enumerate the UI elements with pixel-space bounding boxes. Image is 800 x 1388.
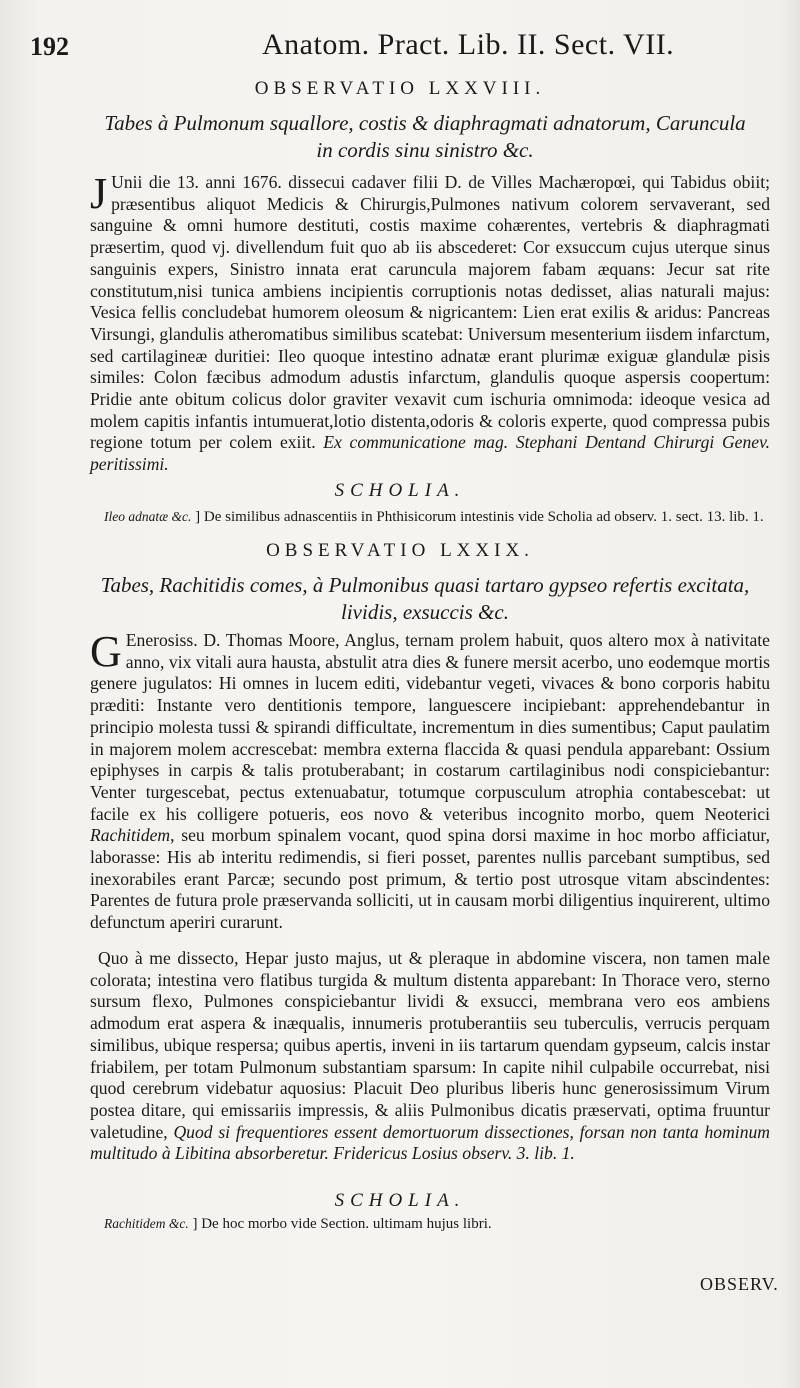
catchword: OBSERV. [700,1274,779,1294]
observation-78-body [90,169,770,476]
scholia-heading: SCHOLIA. [334,480,466,501]
scholia-lemma: Rachitidem &c. [104,1216,189,1231]
running-head: Anatom. Pract. Lib. II. Sect. VII. [262,28,675,61]
drop-cap: J [90,169,108,218]
page-header [30,26,750,66]
observation-78-subtitle: Tabes à Pulmonum squallore, costis & diaphragmati adnatorum, Caruncula in cordis sinu sinistro &c. [104,111,746,162]
drop-cap: G [90,627,122,676]
observation-79-text-3: Quo à me dissecto, Hepar justo majus, ut & pleraque in abdomine viscera, non tamen male colorata; intestina vero flatibus turgida & multum distenta apparebant: In Thorace vero, sterno sursum flexo, Pulmones conspiciebantur lividi & exsucci, membrana vero eos ambiens admodum erat aspera & inæqualis, innumeris protuberantiis seu tuberculis, verrucis perquam similibus, ubique respersa; quibus apertis, inveni in iis tartarum quendam gypseum, calcis instar friabilem, per totam Pulmonum substantiam sparsum: In capite nihil culpabile occurrebat, nisi quod cerebrum videbatur aquosius: Placuit Deo pluribus liberis hunc generosissimum Virum postea ditare, qui emissariis impressis, & aliis Pulmonibus dicatis præservati, optima fruuntur valetudine, [90,948,770,1142]
observation-78-title: OBSERVATIO LXXVIII. [254,78,546,99]
observation-79-subtitle: Tabes, Rachitidis comes, à Pulmonibus quasi tartaro gypseo refertis excitata, lividis, exsuccis &c. [100,573,750,624]
scholia-note [104,507,774,527]
scholia-note [104,1214,774,1234]
page-number: 192 [30,32,69,61]
observation-79-title: OBSERVATIO LXXIX. [266,540,534,561]
observation-79-body-2 [90,948,770,1165]
observation-78-source: Ex communicatione mag. Stephani Dentand Chirurgi Genev. peritissimi. [90,432,770,475]
observation-79-text-2: , seu morbum spinalem vocant, quod spina dorsi maxime in hoc morbo afficiatur, laborasse: His ab interitu redimendis, si fieri posset, parentes nullis parcebant sumptibus, sed inexorabiles erant Parcæ; secundo post primum, & tertio post utrosque vitam abscindentes: Parentes de futura prole præservanda solliciti, ut in causam morbi diligentius inquirerent, ultimo defunctum aperiri curarunt. [90,825,770,933]
observation-78-text: Unii die 13. anni 1676. dissecui cadaver filii D. de Villes Machæropœi, qui Tabidus obiit; præsentibus aliquot Medicis & Chirurgis,Pulmones nativum colorem servaverant, sed sanguine & omni humore destituti, costis maxime cohærentes, vertebris & diaphragmati præsertim, quod vj. divellendum fuit quo ab iis abscederet: Cor exsuccum cujus uterque sinus sanguinis expers, Sinistro innata erat caruncula majorem fabam æquans: Jecur sat rite constitutum,nisi tunica ambiens incipientis corruptionis notas dedisset, alias naturali majus: Vesica fellis concludebat humorem oleosum & nigricantem: Lien erat exilis & aridus: Pancreas Virsungi, glandulis atheromatibus similibus scatebat: Universum mesenterium iisdem infarctum, sed cartilagineæ duritiei: Ileo quoque intestino adnatæ erant plurimæ exiguæ glandulæ pisis similes: Colon fæcibus admodum adustis infarctum, glandulis quoque aspersis coopertum: Pridie ante obitum colicus dolor graviter vexavit cum ischuria omnimoda: ideoque vesica ad molem capitis infantis intumuerat,lotio distenta,odoris & coloris experte, quod compressa pubis regione totum per colem exiit. [90,172,770,453]
scholia-note-text: ] De similibus adnascentiis in Phthisicorum intestinis vide Scholia ad observ. 1. sect. 13. lib. 1. [195,509,764,525]
observation-79-rachitidem: Rachitidem [90,825,171,846]
scholia-note-text: ] De hoc morbo vide Section. ultimam hujus libri. [192,1216,492,1232]
observation-79-body [90,627,770,934]
observation-79-text-1: Enerosiss. D. Thomas Moore, Anglus, ternam prolem habuit, quos altero mox à nativitate anno, vix vitali aura hausta, abstulit atra dies & funere mersit acerbo, uno eodemque mortis genere jugulatos: Hi omnes in lucem editi, videbantur vegeti, vivaces & bono corporis habitu præditi: Instante vero dentitionis tempore, languescere incipiebant: apprehendebantur in principio molesta tussi & spirandi difficultate, incrementum in dies sumentibus; Caput paulatim in majorem molem accrescebat: membra externa flaccida & quasi pendula apparebant: Ossium epiphyses in carpis & talis protuberabant; in costarum cartilaginibus nodi conspiciebantur: Venter turgescebat, pectus extenuabatur, totumque corpusculum atrophia contabescebat: ut facile ex his colligere potueris, eos novo & veteribus incognito morbo, quem Neoterici [90,630,770,824]
observation-79-conclusion: Quod si frequentiores essent demortuorum dissectiones, forsan non tanta hominum multitudo à Libitina absorberetur. Fridericus Losius observ. 3. lib. 1. [90,1121,770,1164]
scholia-lemma: Ileo adnatæ &c. [104,509,192,524]
scholia-heading: SCHOLIA. [334,1190,466,1211]
